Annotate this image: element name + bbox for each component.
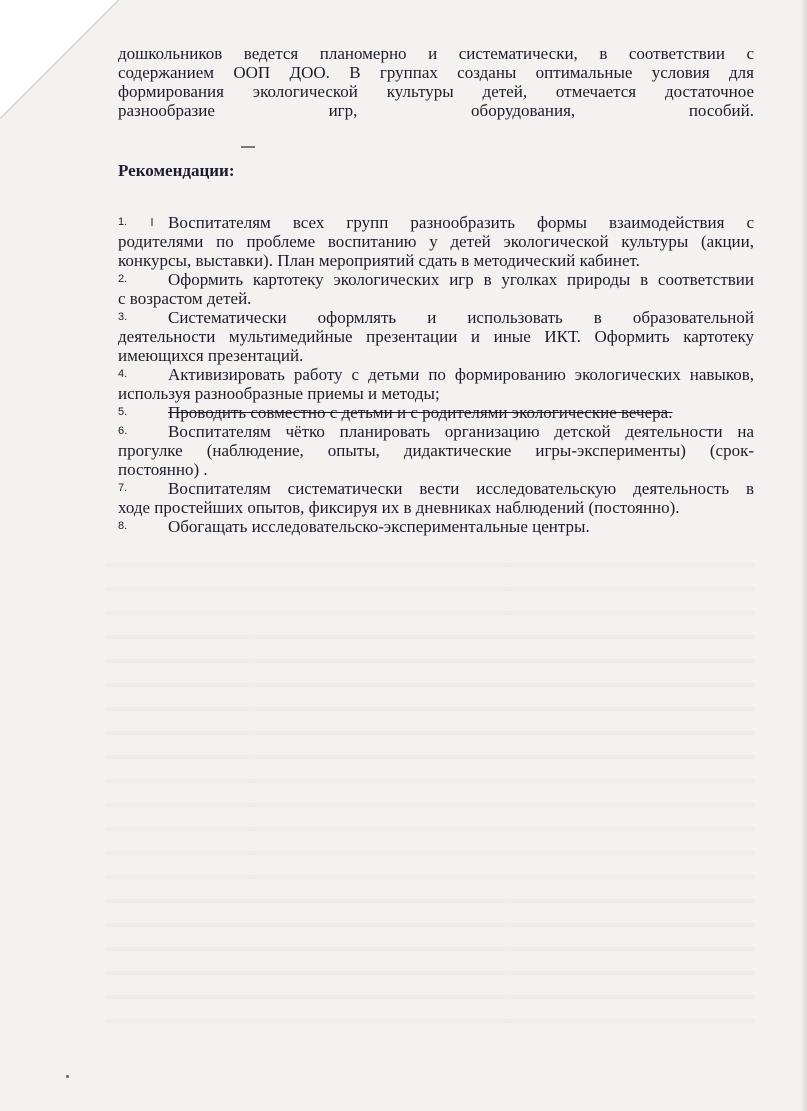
- bleed-through-text: [105, 548, 755, 1038]
- item-line: Активизировать работу с детьми по формированию экологических навыков,: [168, 365, 754, 384]
- list-item: [118, 308, 754, 365]
- item-line: Оформить картотеку экологических игр в уголках природы в соответствии: [168, 270, 754, 289]
- item-number: 3.: [118, 311, 128, 323]
- item-line: Воспитателям всех групп разнообразить формы взаимодействия с: [168, 213, 754, 232]
- item-number: 2.: [118, 273, 128, 285]
- item-line: Воспитателям систематически вести исследовательскую деятельность в: [168, 479, 754, 498]
- item-number: 4.: [118, 368, 128, 380]
- item-line: конкурсы, выставки). План мероприятий сдать в методический кабинет.: [118, 251, 640, 270]
- recommendations-heading: Рекомендации:: [118, 161, 235, 180]
- list-item: [118, 270, 754, 308]
- list-item: [118, 403, 754, 422]
- list-item: [118, 422, 754, 479]
- item-line: Обогащать исследовательско-экспериментальные центры.: [168, 517, 590, 536]
- list-item: [118, 479, 754, 517]
- item-line: Систематически оформлять и использовать в образовательной: [168, 308, 754, 327]
- item-number: 7.: [118, 482, 128, 494]
- item-line: ходе простейших опытов, фиксируя их в дневниках наблюдений (постоянно).: [118, 498, 680, 517]
- intro-line: разнообразие игр, оборудования, пособий.: [118, 101, 754, 120]
- intro-line: дошкольников ведется планомерно и систематически, в соответствии с: [118, 44, 754, 63]
- intro-paragraph: [118, 44, 754, 120]
- scan-shadow: [801, 0, 807, 1111]
- item-line: постоянно) .: [118, 460, 208, 479]
- item-line: родителями по проблеме воспитанию у детей экологической культуры (акции,: [118, 232, 754, 251]
- item-line: деятельности мультимедийные презентации и иные ИКТ. Оформить картотеку: [118, 327, 754, 346]
- scan-mark: [241, 146, 255, 148]
- list-item: [118, 213, 754, 270]
- scan-dot: [66, 1075, 69, 1078]
- item-number: 6.: [118, 425, 128, 437]
- list-item: [118, 365, 754, 403]
- item-line: прогулке (наблюдение, опыты, дидактические игры-эксперименты) (срок-: [118, 441, 754, 460]
- item-line: используя разнообразные приемы и методы;: [118, 384, 440, 403]
- item-number: 5.: [118, 406, 128, 418]
- list-item: [118, 517, 754, 536]
- recommendations-list: [118, 213, 754, 536]
- item-line: Проводить совместно с детьми и с родителями экологические вечера.: [168, 403, 673, 422]
- intro-line: формирования экологической культуры детей, отмечается достаточное: [118, 82, 754, 101]
- intro-line: содержанием ООП ДОО. В группах созданы оптимальные условия для: [118, 63, 754, 82]
- item-number: 1.: [118, 216, 128, 228]
- item-line: Воспитателям чётко планировать организацию детской деятельности на: [168, 422, 754, 441]
- item-number: 8.: [118, 520, 128, 532]
- item-line: с возрастом детей.: [118, 289, 252, 308]
- item-line: имеющихся презентаций.: [118, 346, 304, 365]
